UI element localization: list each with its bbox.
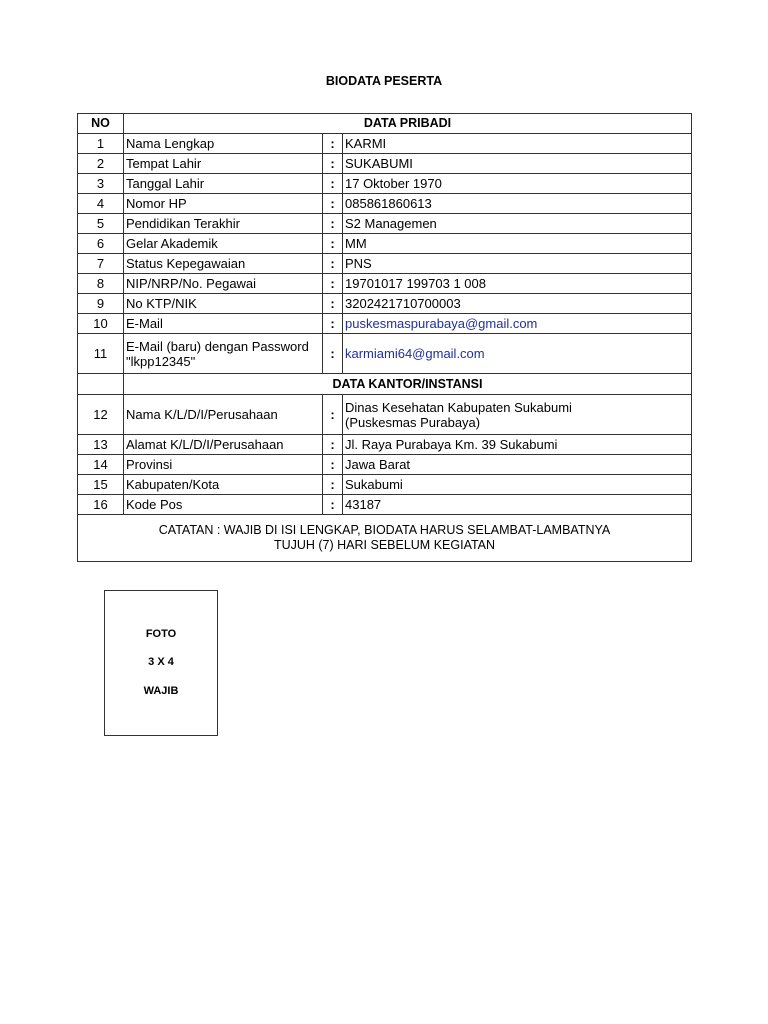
- row-label: Alamat K/L/D/I/Perusahaan: [124, 435, 323, 455]
- row-value: KARMI: [343, 134, 692, 154]
- row-value: 085861860613: [343, 194, 692, 214]
- row-number: 14: [78, 455, 124, 475]
- row-label: Kabupaten/Kota: [124, 475, 323, 495]
- row-value: 3202421710700003: [343, 294, 692, 314]
- photo-required-label: WAJIB: [143, 685, 179, 697]
- empty-cell: [78, 374, 124, 395]
- section-office-row: [78, 374, 692, 395]
- row-label: NIP/NRP/No. Pegawai: [124, 274, 323, 294]
- email-link[interactable]: puskesmaspurabaya@gmail.com: [343, 314, 692, 334]
- note-row: [78, 515, 692, 562]
- photo-placeholder-box: [104, 590, 218, 736]
- row-label: Tanggal Lahir: [124, 174, 323, 194]
- row-value: Jl. Raya Purabaya Km. 39 Sukabumi: [343, 435, 692, 455]
- row-number: 10: [78, 314, 124, 334]
- row-number: 6: [78, 234, 124, 254]
- photo-size-label: 3 X 4: [148, 656, 174, 668]
- table-row: [78, 254, 692, 274]
- table-row: [78, 475, 692, 495]
- row-value: 43187: [343, 495, 692, 515]
- row-value: SUKABUMI: [343, 154, 692, 174]
- row-number: 15: [78, 475, 124, 495]
- row-value-line: (Puskesmas Purabaya): [345, 414, 481, 430]
- row-separator: :: [323, 274, 343, 294]
- section-office-header: DATA KANTOR/INSTANSI: [124, 374, 692, 395]
- row-value: Sukabumi: [343, 475, 692, 495]
- row-value: 19701017 199703 1 008: [343, 274, 692, 294]
- col-no-header: NO: [78, 114, 124, 134]
- table-row: [78, 435, 692, 455]
- row-label: E-Mail: [124, 314, 323, 334]
- table-row: [78, 495, 692, 515]
- table-row: [78, 395, 692, 435]
- row-number: 2: [78, 154, 124, 174]
- table-row: [78, 334, 692, 374]
- photo-label: FOTO: [145, 628, 177, 640]
- row-number: 11: [78, 334, 124, 374]
- row-separator: :: [323, 194, 343, 214]
- row-label: Tempat Lahir: [124, 154, 323, 174]
- row-label: Nomor HP: [124, 194, 323, 214]
- table-row: [78, 314, 692, 334]
- table-row: [78, 234, 692, 254]
- row-separator: :: [323, 395, 343, 435]
- row-number: 16: [78, 495, 124, 515]
- row-value: 17 Oktober 1970: [343, 174, 692, 194]
- row-number: 1: [78, 134, 124, 154]
- table-row: [78, 154, 692, 174]
- row-separator: :: [323, 254, 343, 274]
- table-row: [78, 455, 692, 475]
- row-separator: :: [323, 314, 343, 334]
- row-separator: :: [323, 475, 343, 495]
- row-value: Jawa Barat: [343, 455, 692, 475]
- table-header-row: [78, 114, 692, 134]
- row-separator: :: [323, 174, 343, 194]
- new-email-link[interactable]: karmiami64@gmail.com: [343, 334, 692, 374]
- table-row: [78, 274, 692, 294]
- row-separator: :: [323, 294, 343, 314]
- note-line: TUJUH (7) HARI SEBELUM KEGIATAN: [273, 538, 496, 552]
- table-row: [78, 214, 692, 234]
- row-number: 3: [78, 174, 124, 194]
- note-cell: [78, 515, 692, 562]
- row-label: Provinsi: [124, 455, 323, 475]
- row-label: Nama Lengkap: [124, 134, 323, 154]
- table-row: [78, 194, 692, 214]
- document-title: BIODATA PESERTA: [325, 74, 443, 88]
- row-number: 13: [78, 435, 124, 455]
- row-number: 8: [78, 274, 124, 294]
- row-label: Kode Pos: [124, 495, 323, 515]
- row-separator: :: [323, 495, 343, 515]
- row-value-line: Dinas Kesehatan Kabupaten Sukabumi: [345, 399, 572, 415]
- table-row: [78, 134, 692, 154]
- row-number: 9: [78, 294, 124, 314]
- row-separator: :: [323, 214, 343, 234]
- table-row: [78, 174, 692, 194]
- row-separator: :: [323, 234, 343, 254]
- row-label: Nama K/L/D/I/Perusahaan: [124, 395, 323, 435]
- row-separator: :: [323, 435, 343, 455]
- row-separator: :: [323, 154, 343, 174]
- row-separator: :: [323, 455, 343, 475]
- row-label: E-Mail (baru) dengan Password "lkpp12345": [124, 334, 323, 374]
- row-number: 7: [78, 254, 124, 274]
- row-number: 4: [78, 194, 124, 214]
- biodata-table: [77, 113, 692, 562]
- row-number: 5: [78, 214, 124, 234]
- table-row: [78, 294, 692, 314]
- row-label: Gelar Akademik: [124, 234, 323, 254]
- section-personal-header: DATA PRIBADI: [124, 114, 692, 134]
- row-separator: :: [323, 134, 343, 154]
- row-label: Pendidikan Terakhir: [124, 214, 323, 234]
- row-label: No KTP/NIK: [124, 294, 323, 314]
- row-value: MM: [343, 234, 692, 254]
- row-label: Status Kepegawaian: [124, 254, 323, 274]
- row-value: S2 Managemen: [343, 214, 692, 234]
- row-value: PNS: [343, 254, 692, 274]
- note-line: CATATAN : WAJIB DI ISI LENGKAP, BIODATA HARUS SELAMBAT-LAMBATNYA: [158, 523, 611, 537]
- row-separator: :: [323, 334, 343, 374]
- row-number: 12: [78, 395, 124, 435]
- row-value: [343, 395, 692, 435]
